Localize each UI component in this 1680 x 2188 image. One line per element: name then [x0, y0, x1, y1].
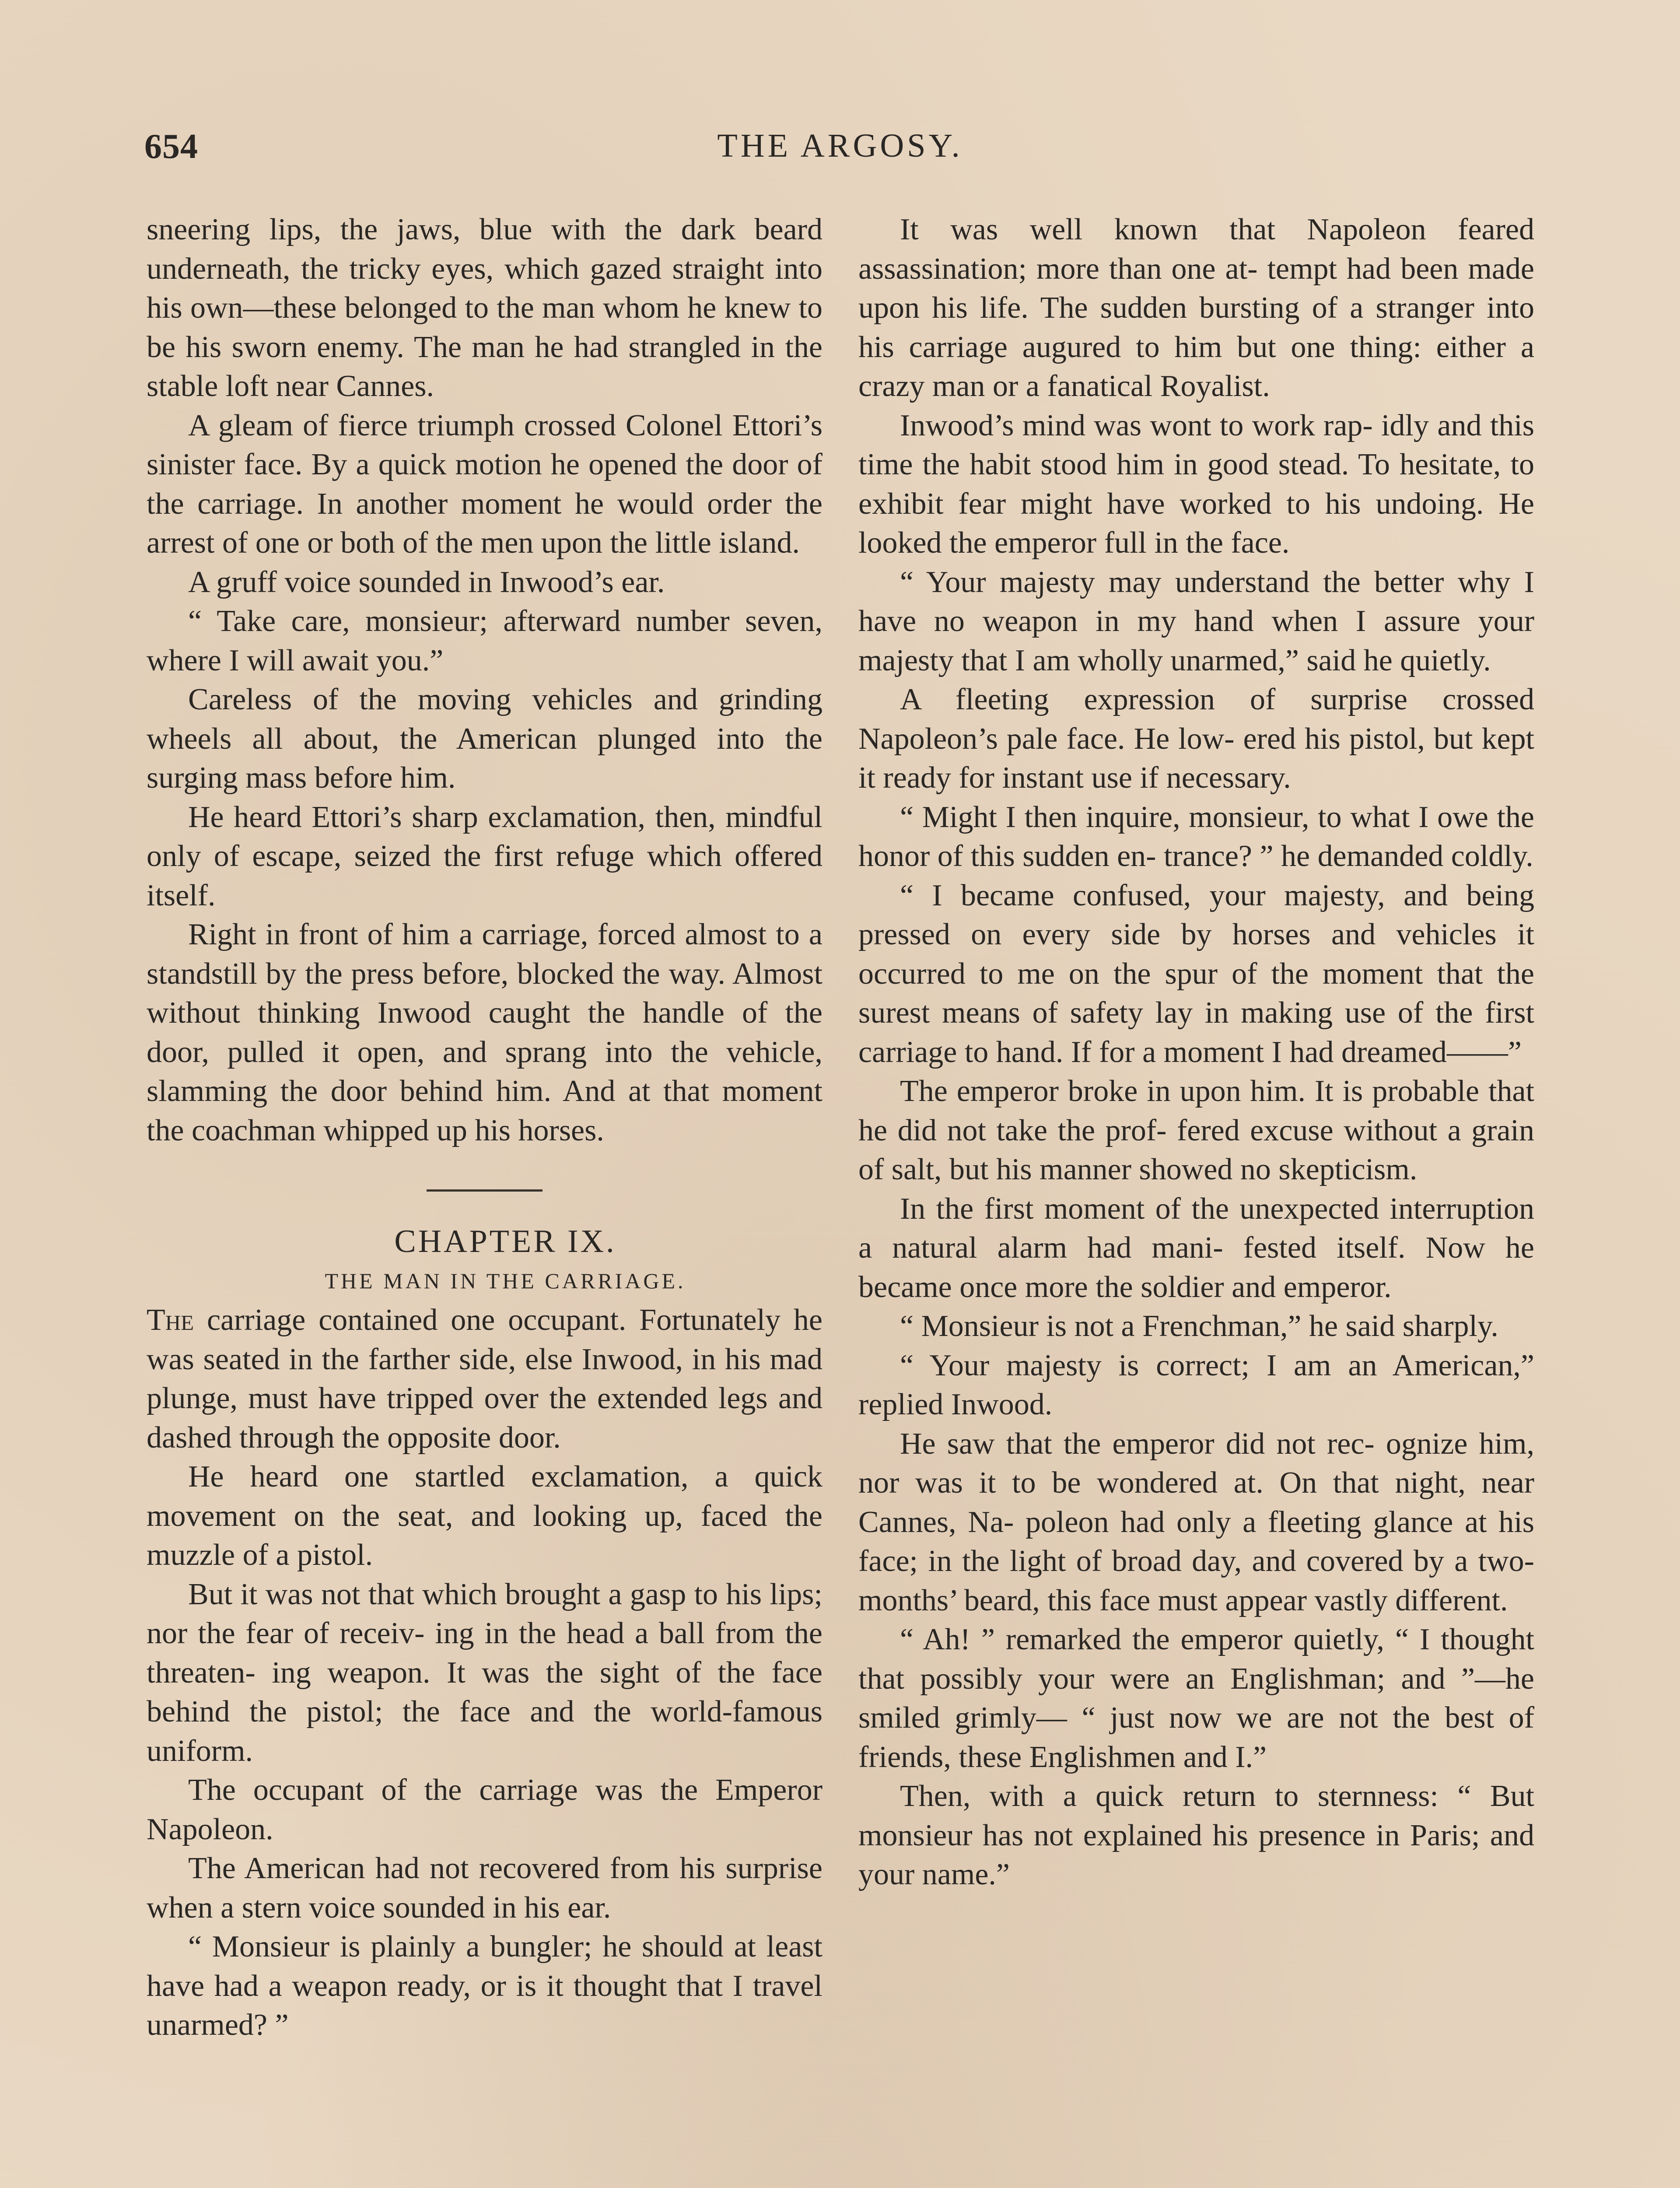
page-number: 654: [144, 127, 198, 166]
chapter-title: CHAPTER IX.: [394, 1224, 616, 1259]
paragraph: “ Your majesty is correct; I am an American,” replied Inwood.: [858, 1348, 1534, 1421]
paragraph: The occupant of the carriage was the Emperor Napoleon.: [147, 1773, 822, 1846]
paragraph: He heard one startled exclamation, a quick movement on the seat, and looking up, faced the muzzle of a pistol.: [147, 1460, 822, 1572]
paragraph: “ Might I then inquire, monsieur, to what I owe the honor of this sudden en- trance? ” he demanded coldly.: [858, 800, 1534, 873]
paragraph: It was well known that Napoleon feared assassination; more than one at- tempt had been made upon his life. The sudden bursting of a stranger into his carriage augured to him but one thing: either a crazy man or a fanatical Royalist.: [858, 213, 1534, 403]
paragraph: “ Monsieur is not a Frenchman,” he said sharply.: [900, 1309, 1498, 1343]
paragraph: “ Monsieur is plainly a bungler; he should at least have had a weapon ready, or is it thought that I travel unarmed? ”: [147, 1930, 822, 2042]
paragraph: The American had not recovered from his surprise when a stern voice sounded in his ear.: [147, 1851, 822, 1925]
paragraph: Right in front of him a carriage, forced almost to a standstill by the press before, blocked the way. Almost without thinking Inwood caught the handle of the door, pulled it open, and sprang into the vehicle, slamming the door behind him. And at that moment the coachman whipped up his horses.: [147, 918, 822, 1147]
paragraph: Inwood’s mind was wont to work rap- idly and this time the habit stood him in good stead. To hesitate, to exhibit fear might have worked to his undoing. He looked the emperor full in the face.: [858, 408, 1534, 560]
paragraph: A gleam of fierce triumph crossed Colonel Ettori’s sinister face. By a quick motion he opened the door of the carriage. In another moment he would order the arrest of one or both of the men upon the little island.: [147, 408, 822, 560]
paragraph: He heard Ettori’s sharp exclamation, then, mindful only of escape, seized the first refuge which offered itself.: [147, 800, 822, 912]
paragraph: “ I became confused, your majesty, and being pressed on every side by horses and vehicles it occurred to me on the spur of the moment that the surest means of safety lay in making use of the first carriage to hand. If for a moment I had dreamed——”: [858, 878, 1534, 1069]
paragraph: “ Your majesty may understand the better why I have no weapon in my hand when I assure your majesty that I am wholly unarmed,” said he quietly.: [858, 565, 1534, 677]
paragraph: Careless of the moving vehicles and grinding wheels all about, the American plunged into the surging mass before him.: [147, 683, 822, 795]
section-divider: [427, 1189, 542, 1192]
paragraph: A gruff voice sounded in Inwood’s ear.: [188, 565, 665, 599]
left-column: [147, 210, 822, 2045]
paragraph: He saw that the emperor did not rec- ognize him, nor was it to be wondered at. On that night, near Cannes, Na- poleon had only a fleeting glance at his face; in the light of broad day, and covered by a two-months’ beard, this face must appear vastly different.: [858, 1427, 1534, 1617]
chapter-opening-paragraph: [147, 1301, 822, 1457]
paragraph: sneering lips, the jaws, blue with the dark beard underneath, the tricky eyes, which gazed straight into his own—these belonged to the man whom he knew to be his sworn enemy. The man he had strangled in the stable loft near Cannes.: [147, 213, 822, 403]
chapter-subtitle: THE MAN IN THE CARRIAGE.: [325, 1268, 686, 1293]
paragraph: “ Take care, monsieur; afterward number seven, where I will await you.”: [147, 604, 822, 677]
paragraph: The emperor broke in upon him. It is probable that he did not take the prof- fered excuse without a grain of salt, but his manner showed no skepticism.: [858, 1074, 1534, 1186]
lead-word: The: [147, 1303, 194, 1337]
paragraph: “ Ah! ” remarked the emperor quietly, “ I thought that possibly your were an Englishman; and ”—he smiled grimly— “ just now we are not the best of friends, these Englishmen and I.”: [858, 1623, 1534, 1774]
paragraph-text: carriage contained one occupant. Fortunately he was seated in the farther side, else Inwood, in his mad plunge, must have tripped over the extended legs and dashed through the opposite door.: [147, 1303, 822, 1455]
paragraph: In the first moment of the unexpected interruption a natural alarm had mani- fested itself. Now he became once more the soldier and emperor.: [858, 1192, 1534, 1304]
page-header: [144, 127, 1536, 179]
paragraph: Then, with a quick return to sternness: “ But monsieur has not explained his presence in Paris; and your name.”: [858, 1779, 1534, 1891]
paragraph: A fleeting expression of surprise crossed Napoleon’s pale face. He low- ered his pistol, but kept it ready for instant use if necessary.: [858, 683, 1534, 795]
paragraph: But it was not that which brought a gasp to his lips; nor the fear of receiv- ing in the head a ball from the threaten- ing weapon. It was the sight of the face behind the pistol; the face and the world-famous uniform.: [147, 1577, 822, 1768]
running-title: THE ARGOSY.: [717, 127, 963, 164]
right-column: [858, 210, 1534, 1894]
